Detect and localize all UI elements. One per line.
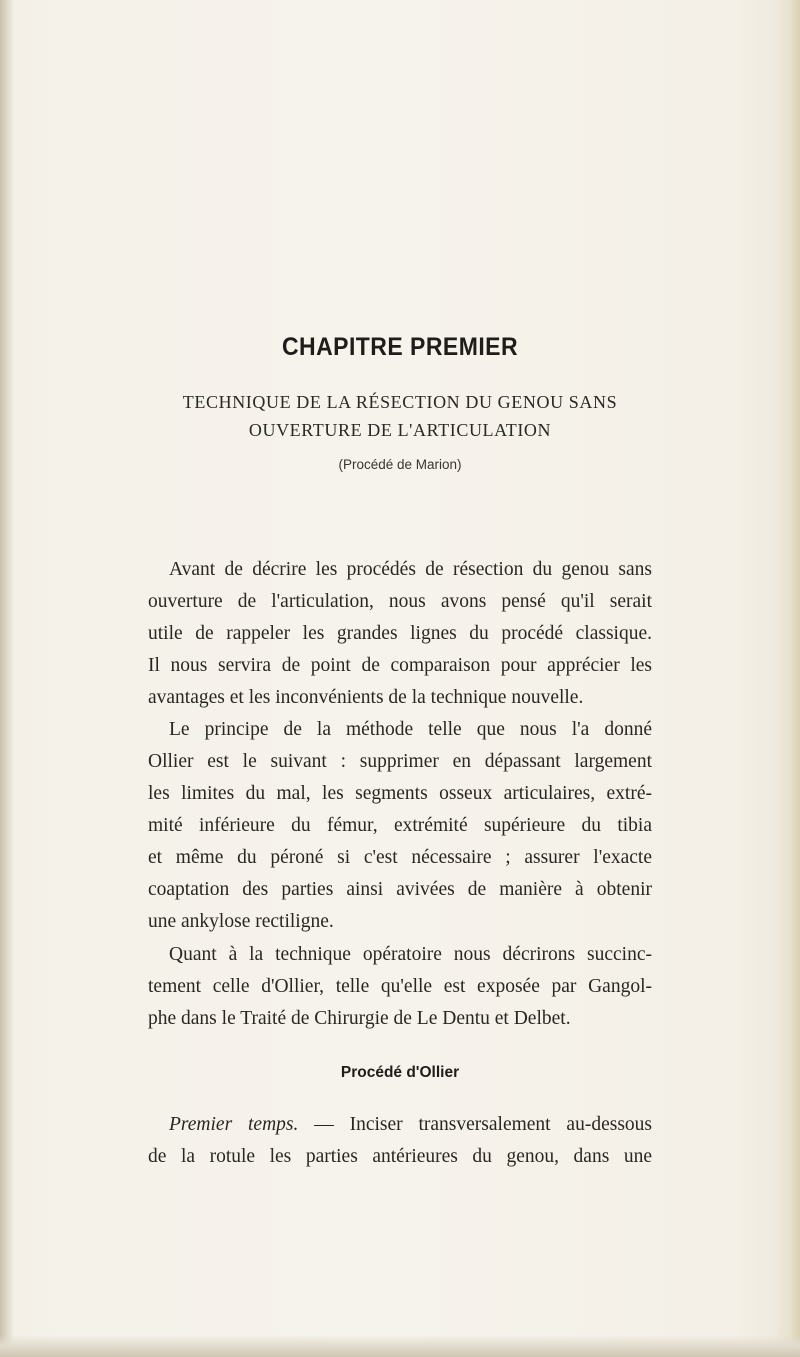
text-line: et même du péroné si c'est nécessaire ; assurer l'exacte: [148, 847, 652, 868]
text-line: Quant à la technique opératoire nous décrirons succinc-: [169, 944, 652, 965]
text-line: coaptation des parties ainsi avivées de manière à obtenir: [148, 879, 652, 900]
page-edge-bottom: [0, 1335, 800, 1357]
page-edge-right: [774, 0, 800, 1357]
text-line: phe dans le Traité de Chirurgie de Le Dentu et Delbet.: [148, 1008, 571, 1029]
text-line: avantages et les inconvénients de la technique nouvelle.: [148, 687, 584, 708]
section-title-line-2: OUVERTURE DE L'ARTICULATION: [248, 420, 552, 440]
text-line: Le principe de la méthode telle que nous l'a donné: [169, 719, 652, 740]
text-line: de la rotule les parties antérieures du genou, dans une: [148, 1146, 652, 1167]
text-line: une ankylose rectiligne.: [148, 911, 334, 932]
step-label: Premier temps.: [169, 1114, 299, 1135]
text-line: tement celle d'Ollier, telle qu'elle est exposée par Gangol-: [148, 976, 652, 997]
text-line: utile de rappeler les grandes lignes du procédé classique.: [148, 623, 652, 644]
text-line: les limites du mal, les segments osseux articulaires, extré-: [148, 783, 652, 804]
text-line: Avant de décrire les procédés de résection du genou sans: [169, 559, 652, 580]
text-line: mité inférieure du fémur, extrémité supérieure du tibia: [148, 815, 652, 836]
chapter-subtitle: (Procédé de Marion): [338, 457, 462, 472]
section-heading: Procédé d'Ollier: [340, 1064, 460, 1081]
step-text: — Inciser transversalement au-dessous: [298, 1114, 652, 1135]
text-line: [169, 1109, 652, 1141]
page-binding-shadow: [0, 0, 14, 1357]
text-line: ouverture de l'articulation, nous avons pensé qu'il serait: [148, 591, 652, 612]
section-title-line-1: TECHNIQUE DE LA RÉSECTION DU GENOU SANS: [182, 392, 618, 412]
chapter-title: CHAPITRE PREMIER: [281, 333, 519, 361]
text-line: Ollier est le suivant : supprimer en dépassant largement: [148, 751, 652, 772]
text-line: Il nous servira de point de comparaison pour apprécier les: [148, 655, 652, 676]
